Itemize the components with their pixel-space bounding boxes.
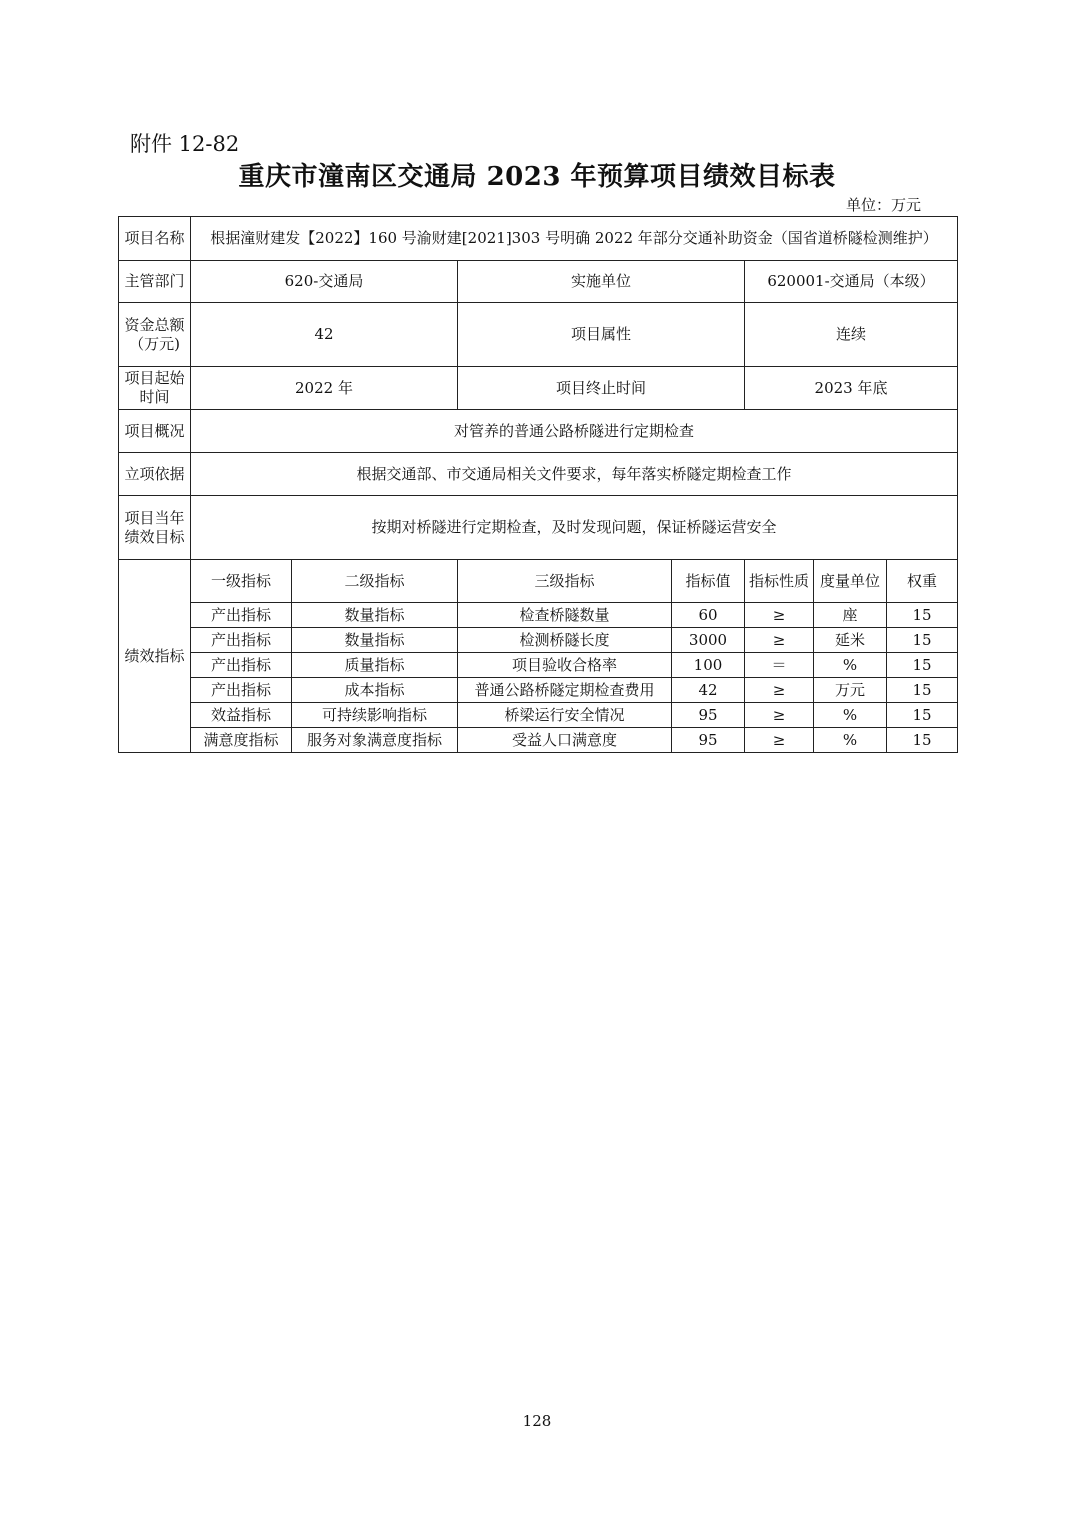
unit-note: 单位：万元: [846, 196, 922, 214]
row-basis: [119, 453, 958, 496]
dept-value: 620-交通局: [191, 261, 458, 303]
level1-cell: 满意度指标: [191, 728, 292, 753]
header-level3: 三级指标: [458, 560, 672, 603]
weight-cell: 15: [887, 603, 958, 628]
basis-value: 根据交通部、市交通局相关文件要求，每年落实桥隧定期检查工作: [191, 453, 958, 496]
basis-label: 立项依据: [119, 453, 191, 496]
overview-value: 对管养的普通公路桥隧进行定期检查: [191, 410, 958, 453]
unit-cell: %: [814, 653, 887, 678]
attr-value: 连续: [745, 303, 958, 367]
nature-cell: ＝: [745, 653, 814, 678]
impl-value: 620001-交通局（本级）: [745, 261, 958, 303]
level3-cell: 检查桥隧数量: [458, 603, 672, 628]
project-name-value: 根据潼财建发【2022】160 号渝财建[2021]303 号明确 2022 年部分交通补助资金（国省道桥隧检测维护）: [191, 217, 958, 261]
value-cell: 60: [672, 603, 745, 628]
level3-cell: 项目验收合格率: [458, 653, 672, 678]
row-project-name: [119, 217, 958, 261]
level1-cell: 产出指标: [191, 653, 292, 678]
unit-cell: 万元: [814, 678, 887, 703]
weight-cell: 15: [887, 728, 958, 753]
nature-cell: ≥: [745, 678, 814, 703]
weight-cell: 15: [887, 703, 958, 728]
indicator-header-row: [119, 560, 958, 603]
header-unit: 度量单位: [814, 560, 887, 603]
row-goal: [119, 496, 958, 560]
project-name-label: 项目名称: [119, 217, 191, 261]
level3-cell: 受益人口满意度: [458, 728, 672, 753]
nature-cell: ≥: [745, 603, 814, 628]
impl-label: 实施单位: [458, 261, 745, 303]
performance-table: [118, 216, 958, 753]
level2-cell: 成本指标: [292, 678, 458, 703]
end-label: 项目终止时间: [458, 367, 745, 410]
unit-cell: %: [814, 728, 887, 753]
level3-cell: 检测桥隧长度: [458, 628, 672, 653]
unit-cell: 座: [814, 603, 887, 628]
level1-cell: 产出指标: [191, 628, 292, 653]
level2-cell: 可持续影响指标: [292, 703, 458, 728]
funds-label: 资金总额（万元): [119, 303, 191, 367]
indicator-row: [119, 703, 958, 728]
header-value: 指标值: [672, 560, 745, 603]
header-nature: 指标性质: [745, 560, 814, 603]
page-title: 重庆市潼南区交通局 2023 年预算项目绩效目标表: [238, 162, 836, 192]
nature-cell: ≥: [745, 728, 814, 753]
level2-cell: 数量指标: [292, 603, 458, 628]
start-value: 2022 年: [191, 367, 458, 410]
start-label: 项目起始时间: [119, 367, 191, 410]
goal-label: 项目当年绩效目标: [119, 496, 191, 560]
row-overview: [119, 410, 958, 453]
value-cell: 3000: [672, 628, 745, 653]
value-cell: 42: [672, 678, 745, 703]
weight-cell: 15: [887, 653, 958, 678]
level3-cell: 普通公路桥隧定期检查费用: [458, 678, 672, 703]
indicator-row: [119, 653, 958, 678]
level2-cell: 服务对象满意度指标: [292, 728, 458, 753]
level1-cell: 产出指标: [191, 603, 292, 628]
unit-cell: 延米: [814, 628, 887, 653]
indicator-row: [119, 678, 958, 703]
unit-cell: %: [814, 703, 887, 728]
page-number: 128: [522, 1412, 552, 1430]
value-cell: 95: [672, 728, 745, 753]
end-value: 2023 年底: [745, 367, 958, 410]
dept-label: 主管部门: [119, 261, 191, 303]
attachment-number: 附件 12-82: [130, 132, 240, 156]
weight-cell: 15: [887, 628, 958, 653]
header-level1: 一级指标: [191, 560, 292, 603]
row-dept: [119, 261, 958, 303]
indicator-row: [119, 628, 958, 653]
header-weight: 权重: [887, 560, 958, 603]
funds-value: 42: [191, 303, 458, 367]
row-funds: [119, 303, 958, 367]
attr-label: 项目属性: [458, 303, 745, 367]
indicator-row: [119, 603, 958, 628]
overview-label: 项目概况: [119, 410, 191, 453]
level3-cell: 桥梁运行安全情况: [458, 703, 672, 728]
row-dates: [119, 367, 958, 410]
nature-cell: ≥: [745, 703, 814, 728]
indicators-section-label: 绩效指标: [119, 560, 191, 753]
nature-cell: ≥: [745, 628, 814, 653]
value-cell: 100: [672, 653, 745, 678]
level1-cell: 效益指标: [191, 703, 292, 728]
value-cell: 95: [672, 703, 745, 728]
level2-cell: 质量指标: [292, 653, 458, 678]
weight-cell: 15: [887, 678, 958, 703]
level2-cell: 数量指标: [292, 628, 458, 653]
level1-cell: 产出指标: [191, 678, 292, 703]
goal-value: 按期对桥隧进行定期检查，及时发现问题，保证桥隧运营安全: [191, 496, 958, 560]
indicator-row: [119, 728, 958, 753]
header-level2: 二级指标: [292, 560, 458, 603]
